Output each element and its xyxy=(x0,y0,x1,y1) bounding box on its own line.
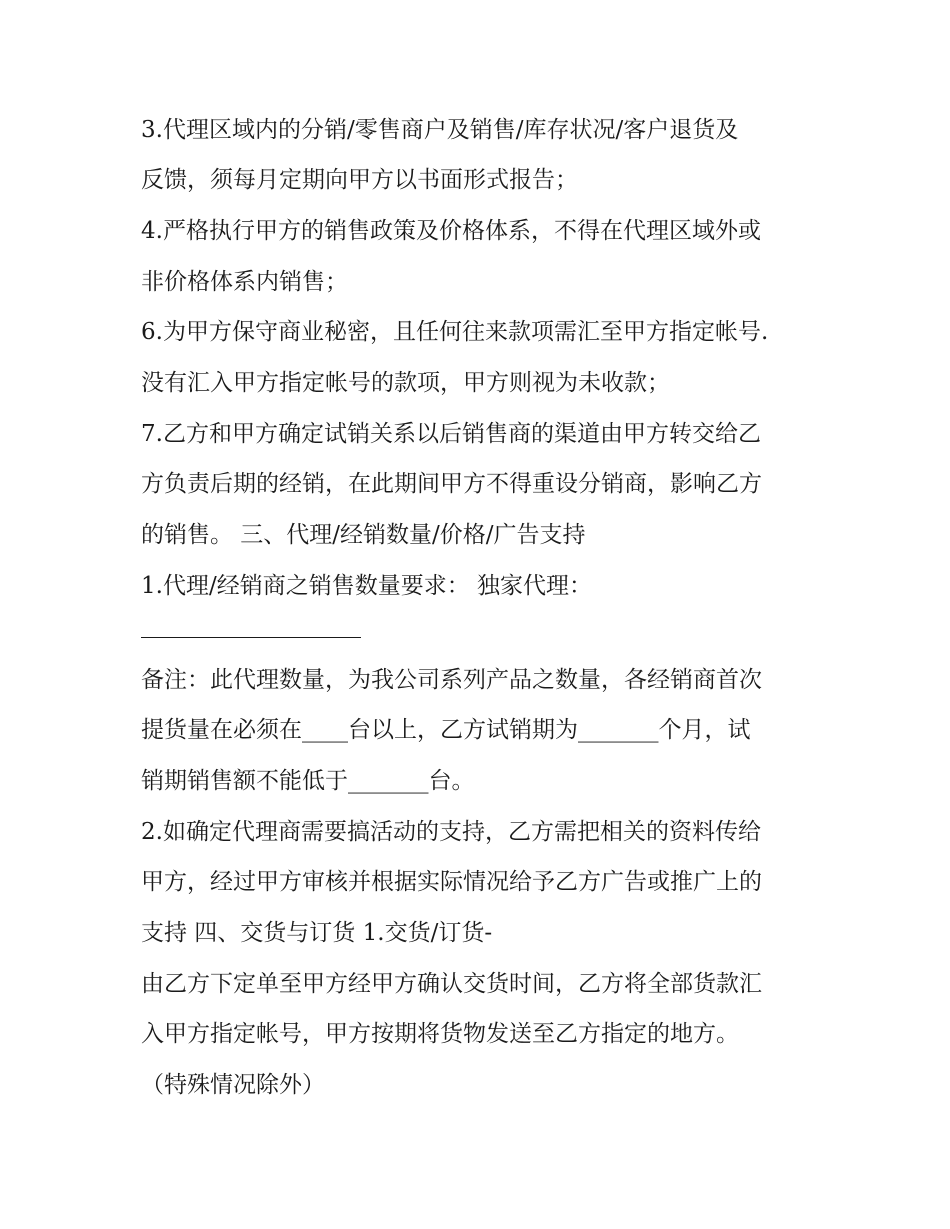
paragraph-line-16: 支持 四、交货与订货 1.交货/订货- xyxy=(141,920,493,946)
paragraph-line-11: 备注：此代理数量，为我公司系列产品之数量，各经销商首次 xyxy=(141,667,762,693)
paragraph-line-3: 4.严格执行甲方的销售政策及价格体系，不得在代理区域外或 xyxy=(141,218,761,244)
paragraph-line-7: 7.乙方和甲方确定试销关系以后销售商的渠道由甲方转交给乙 xyxy=(141,421,761,447)
paragraph-line-8: 方负责后期的经销，在此期间甲方不得重设分销商，影响乙方 xyxy=(141,471,762,497)
paragraph-line-6: 没有汇入甲方指定帐号的款项，甲方则视为未收款； xyxy=(141,370,670,396)
paragraph-line-12: 提货量在必须在____台以上，乙方试销期为_______个月，试 xyxy=(141,717,751,743)
paragraph-line-4: 非价格体系内销售； xyxy=(141,269,348,295)
paragraph-line-5: 6.为甲方保守商业秘密，且任何往来款项需汇至甲方指定帐号. xyxy=(141,319,769,345)
paragraph-line-13: 销期销售额不能低于_______台。 xyxy=(141,768,475,794)
paragraph-line-9: 的销售。 三、代理/经销数量/价格/广告支持 xyxy=(141,522,586,548)
blank-fill-line xyxy=(141,637,361,638)
paragraph-line-14: 2.如确定代理商需要搞活动的支持，乙方需把相关的资料传给 xyxy=(141,819,761,845)
paragraph-line-15: 甲方，经过甲方审核并根据实际情况给予乙方广告或推广上的 xyxy=(141,869,762,895)
paragraph-line-18: 入甲方指定帐号，甲方按期将货物发送至乙方指定的地方。 xyxy=(141,1021,739,1047)
paragraph-line-1: 3.代理区域内的分销/零售商户及销售/库存状况/客户退货及 xyxy=(141,117,739,143)
paragraph-line-19: （特殊情况除外） xyxy=(141,1072,325,1098)
paragraph-line-10: 1.代理/经销商之销售数量要求： 独家代理： xyxy=(141,573,593,599)
paragraph-line-17: 由乙方下定单至甲方经甲方确认交货时间，乙方将全部货款汇 xyxy=(141,971,762,997)
paragraph-line-2: 反馈，须每月定期向甲方以书面形式报告； xyxy=(141,167,578,193)
